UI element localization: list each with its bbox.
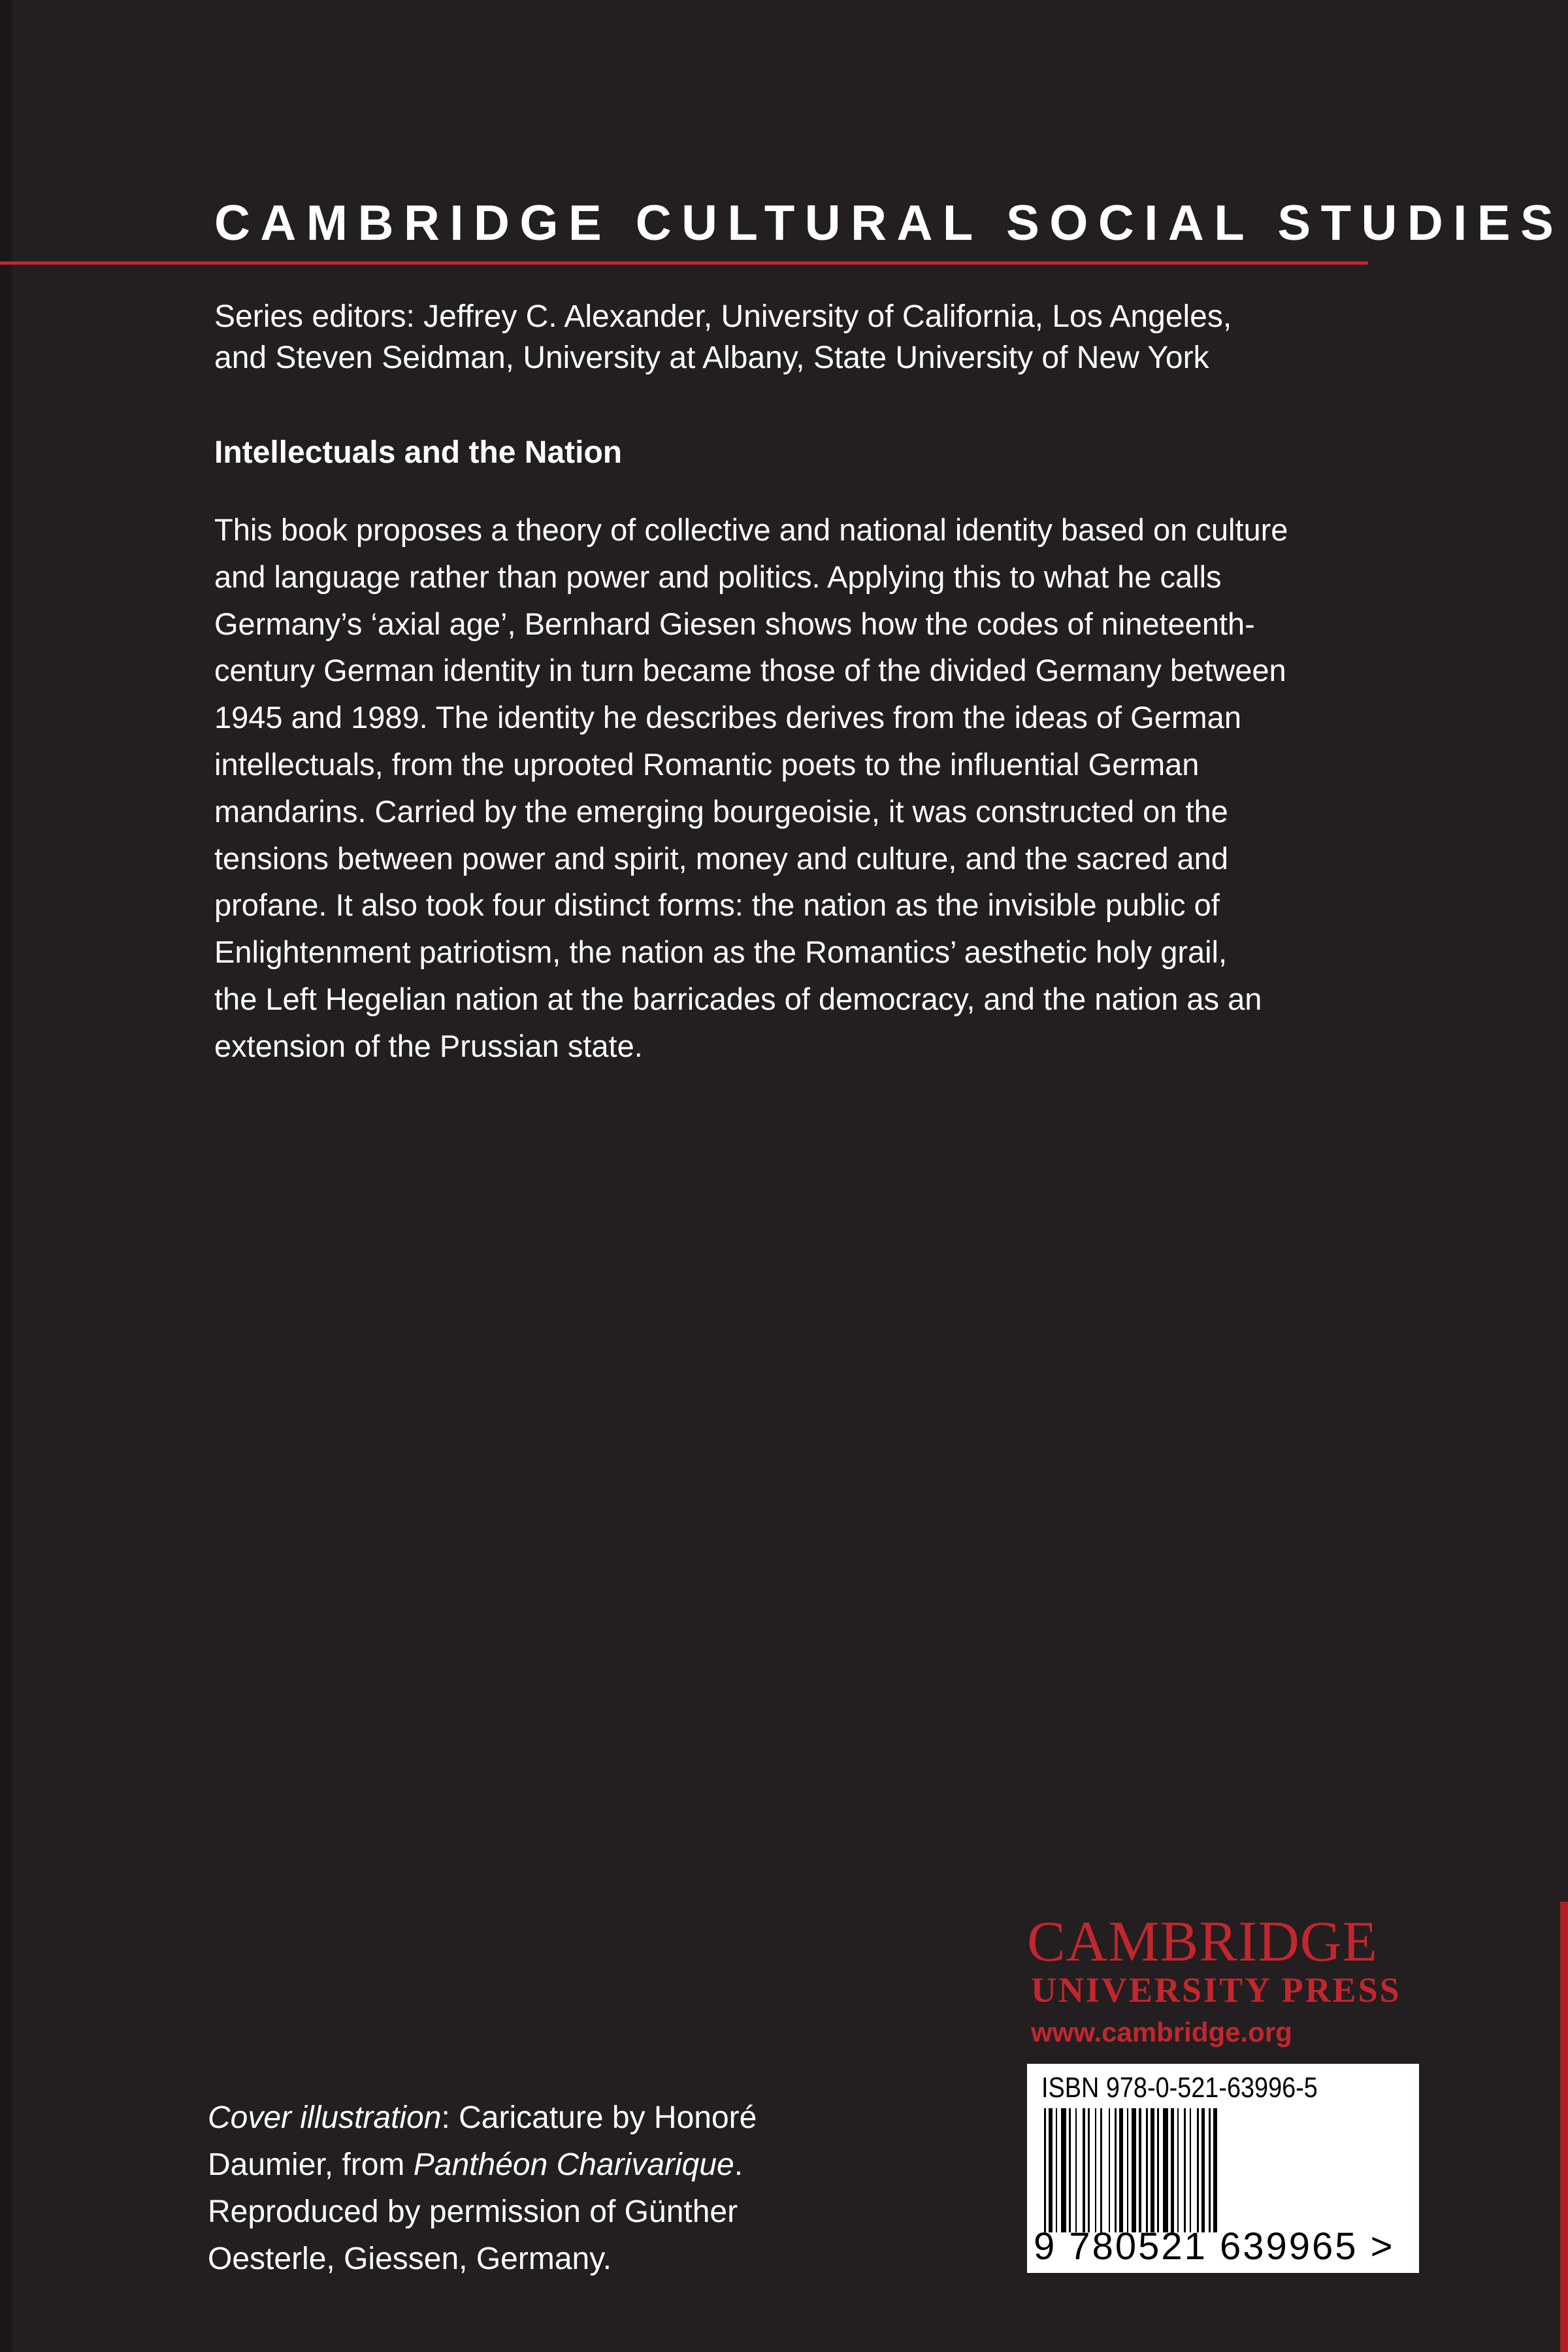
barcode-bar [1083,2108,1085,2232]
cover-credit [208,2095,796,2283]
series-editors-line: Series editors: Jeffrey C. Alexander, University of California, Los Angeles, [214,299,1232,334]
credit-line: Oesterle, Giessen, Germany. [208,2242,612,2276]
barcode-bar [1184,2108,1186,2232]
barcode-bar [1151,2108,1154,2232]
barcode-bar [1049,2108,1053,2232]
credit-text: Daumier, from [208,2147,414,2182]
barcode-digits: 9 780521 639965 > [1034,2225,1395,2268]
barcode-bar [1146,2108,1148,2232]
barcode-bar [1088,2108,1090,2232]
credit-label: Cover illustration [208,2100,442,2135]
barcode-bar [1044,2108,1046,2232]
barcode-bar [1132,2108,1136,2232]
barcode-bar [1197,2108,1199,2232]
barcode-bar [1177,2108,1179,2232]
blurb-line: the Left Hegelian nation at the barricades of democracy, and the nation as an [214,981,1262,1016]
credit-text: : Caricature by Honoré [441,2100,757,2135]
blurb-line: 1945 and 1989. The identity he describes derives from the ideas of German [214,700,1241,735]
credit-text: . [734,2147,743,2182]
isbn-label: ISBN 978-0-521-63996-5 [1041,2072,1318,2104]
barcode-bar [1190,2108,1191,2232]
credit-line [208,2142,796,2189]
barcode-bars [1041,2108,1407,2232]
barcode-bar [1209,2108,1211,2232]
publisher-name [1027,1910,1379,1974]
barcode-bar [1095,2108,1096,2232]
blurb-line: profane. It also took four distinct forms: the nation as the invisible public of [214,887,1220,923]
barcode-bar [1213,2108,1217,2232]
book-title: Intellectuals and the Nation [214,435,623,470]
blurb-line: and language rather than power and politics. Applying this to what he calls [214,559,1222,594]
cover-left-edge [0,0,12,2352]
barcode-bar [1163,2108,1168,2232]
blurb-line: This book proposes a theory of collective and national identity based on culture [214,512,1288,547]
credit-line [208,2095,796,2142]
publisher-url: www.cambridge.org [1031,2017,1292,2047]
publisher-name-text: CAMBRIDGE [1027,1910,1379,1974]
series-title: CAMBRIDGE CULTURAL SOCIAL STUDIES [214,195,1564,251]
blurb-line: tensions between power and spirit, money and culture, and the sacred and [214,840,1228,876]
barcode-bar [1075,2108,1077,2232]
blurb-line: mandarins. Carried by the emerging bourgeoisie, it was constructed on the [214,793,1228,829]
isbn-barcode [1027,2064,1419,2273]
credit-work-title: Panthéon Charivarique [413,2147,734,2182]
publisher-logo [1027,1910,1419,2050]
credit-line: Reproduced by permission of Günther [208,2195,738,2229]
spine-red-strip [1560,1902,1568,2352]
barcode-bar [1115,2108,1117,2232]
barcode-bar [1171,2108,1174,2232]
barcode-bar [1157,2108,1159,2232]
barcode-bar [1056,2108,1057,2232]
barcode-bar [1100,2108,1102,2232]
barcode-bar [1109,2108,1110,2232]
blurb-line: extension of the Prussian state. [214,1028,643,1063]
series-editors-line: and Steven Seidman, University at Albany, State University of New York [214,340,1209,375]
blurb-line: intellectuals, from the uprooted Romantic poets to the influential German [214,746,1200,782]
book-blurb [214,506,1390,1070]
barcode-bar [1139,2108,1141,2232]
series-divider [0,261,1368,265]
barcode-bar [1069,2108,1071,2232]
publisher-press: UNIVERSITY PRESS [1031,1970,1401,2010]
blurb-line: Germany’s ‘axial age’, Bernhard Giesen shows how the codes of nineteenth- [214,606,1255,641]
barcode-bar [1061,2108,1066,2232]
blurb-line: Enlightenment patriotism, the nation as the Romantics’ aesthetic holy grail, [214,935,1228,970]
barcode-bar [1201,2108,1205,2232]
blurb-line: century German identity in turn became those of the divided Germany between [214,653,1286,688]
barcode-bar [1127,2108,1128,2232]
barcode-bar [1119,2108,1123,2232]
series-editors [214,296,1377,378]
